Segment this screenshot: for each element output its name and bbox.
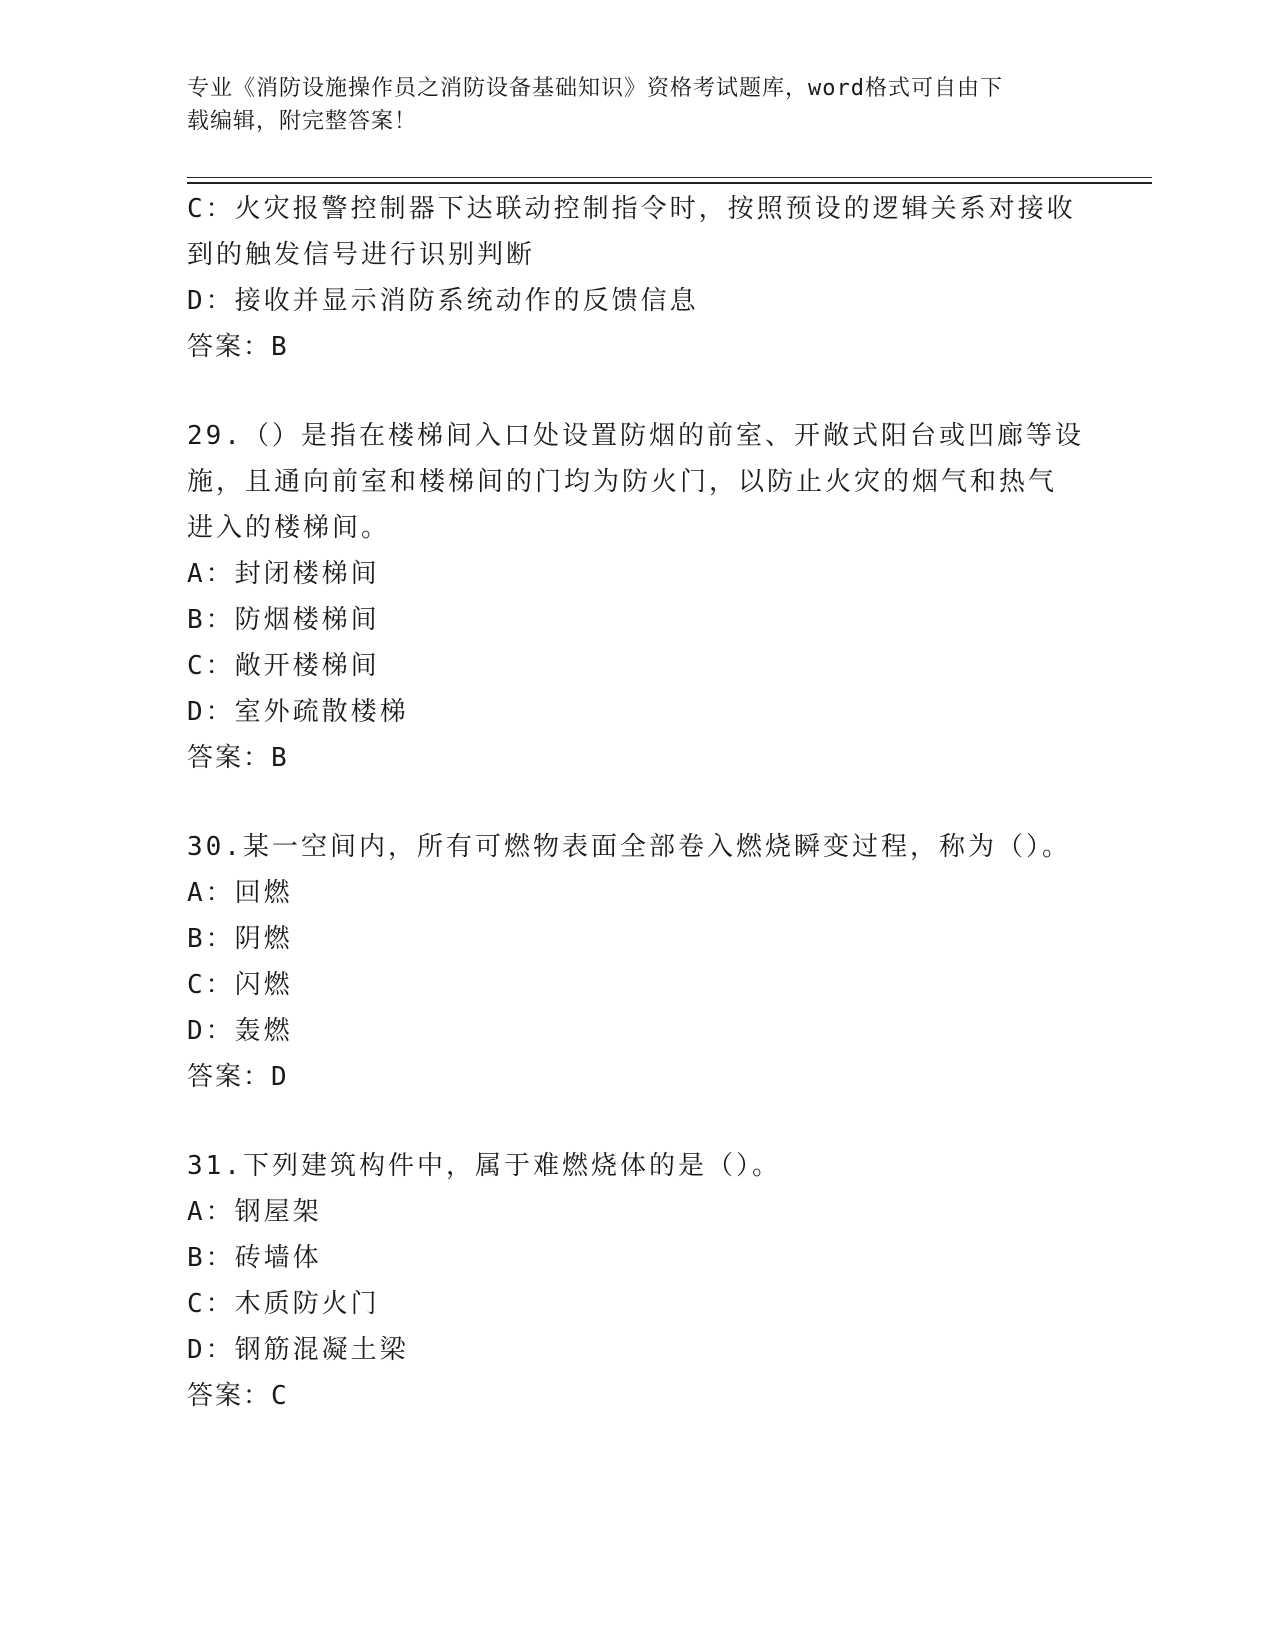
- option-c: C：敞开楼梯间: [187, 651, 380, 681]
- document-header: [187, 72, 1067, 138]
- option-a: A：封闭楼梯间: [187, 559, 380, 589]
- option-d: D：轰燃: [187, 1016, 293, 1046]
- option-c-line-2: 到的触发信号进行识别判断: [187, 240, 536, 270]
- question-body: [187, 186, 1087, 1419]
- option-d: D：钢筋混凝土梁: [187, 1335, 409, 1365]
- question-31: [187, 1143, 1087, 1419]
- option-a: A：回燃: [187, 878, 293, 908]
- spacer: [187, 1100, 1087, 1143]
- answer: 答案：C: [187, 1381, 289, 1411]
- answer: 答案：B: [187, 743, 289, 773]
- answer: 答案：D: [187, 1062, 289, 1092]
- option-b: B：防烟楼梯间: [187, 605, 380, 635]
- question-30: [187, 824, 1087, 1100]
- question-stem: 30.某一空间内，所有可燃物表面全部卷入燃烧瞬变过程，称为（）。: [187, 832, 1071, 862]
- question-stem-line-3: 进入的楼梯间。: [187, 513, 391, 543]
- question-29: [187, 413, 1087, 781]
- option-c: C：木质防火门: [187, 1289, 380, 1319]
- prev-question: [187, 186, 1087, 370]
- option-c: C：闪燃: [187, 970, 293, 1000]
- option-b: B：阴燃: [187, 924, 293, 954]
- question-stem-line-2: 施，且通向前室和楼梯间的门均为防火门，以防止火灾的烟气和热气: [187, 467, 1058, 497]
- header-divider-thin: [187, 177, 1152, 178]
- spacer: [187, 370, 1087, 413]
- question-stem-line-1: 29.（）是指在楼梯间入口处设置防烟的前室、开敞式阳台或凹廊等设: [187, 421, 1084, 451]
- option-d: D：室外疏散楼梯: [187, 697, 409, 727]
- answer: 答案：B: [187, 332, 289, 362]
- spacer: [187, 781, 1087, 824]
- option-b: B：砖墙体: [187, 1243, 322, 1273]
- header-line-1: 专业《消防设施操作员之消防设备基础知识》资格考试题库，word格式可自由下: [187, 76, 1003, 101]
- option-a: A：钢屋架: [187, 1197, 322, 1227]
- option-d: D：接收并显示消防系统动作的反馈信息: [187, 286, 699, 316]
- option-c-line-1: C：火灾报警控制器下达联动控制指令时，按照预设的逻辑关系对接收: [187, 194, 1076, 224]
- question-stem: 31.下列建筑构件中，属于难燃烧体的是（）。: [187, 1151, 781, 1181]
- header-divider-thick: [187, 182, 1152, 184]
- header-line-2: 载编辑，附完整答案！: [187, 109, 418, 134]
